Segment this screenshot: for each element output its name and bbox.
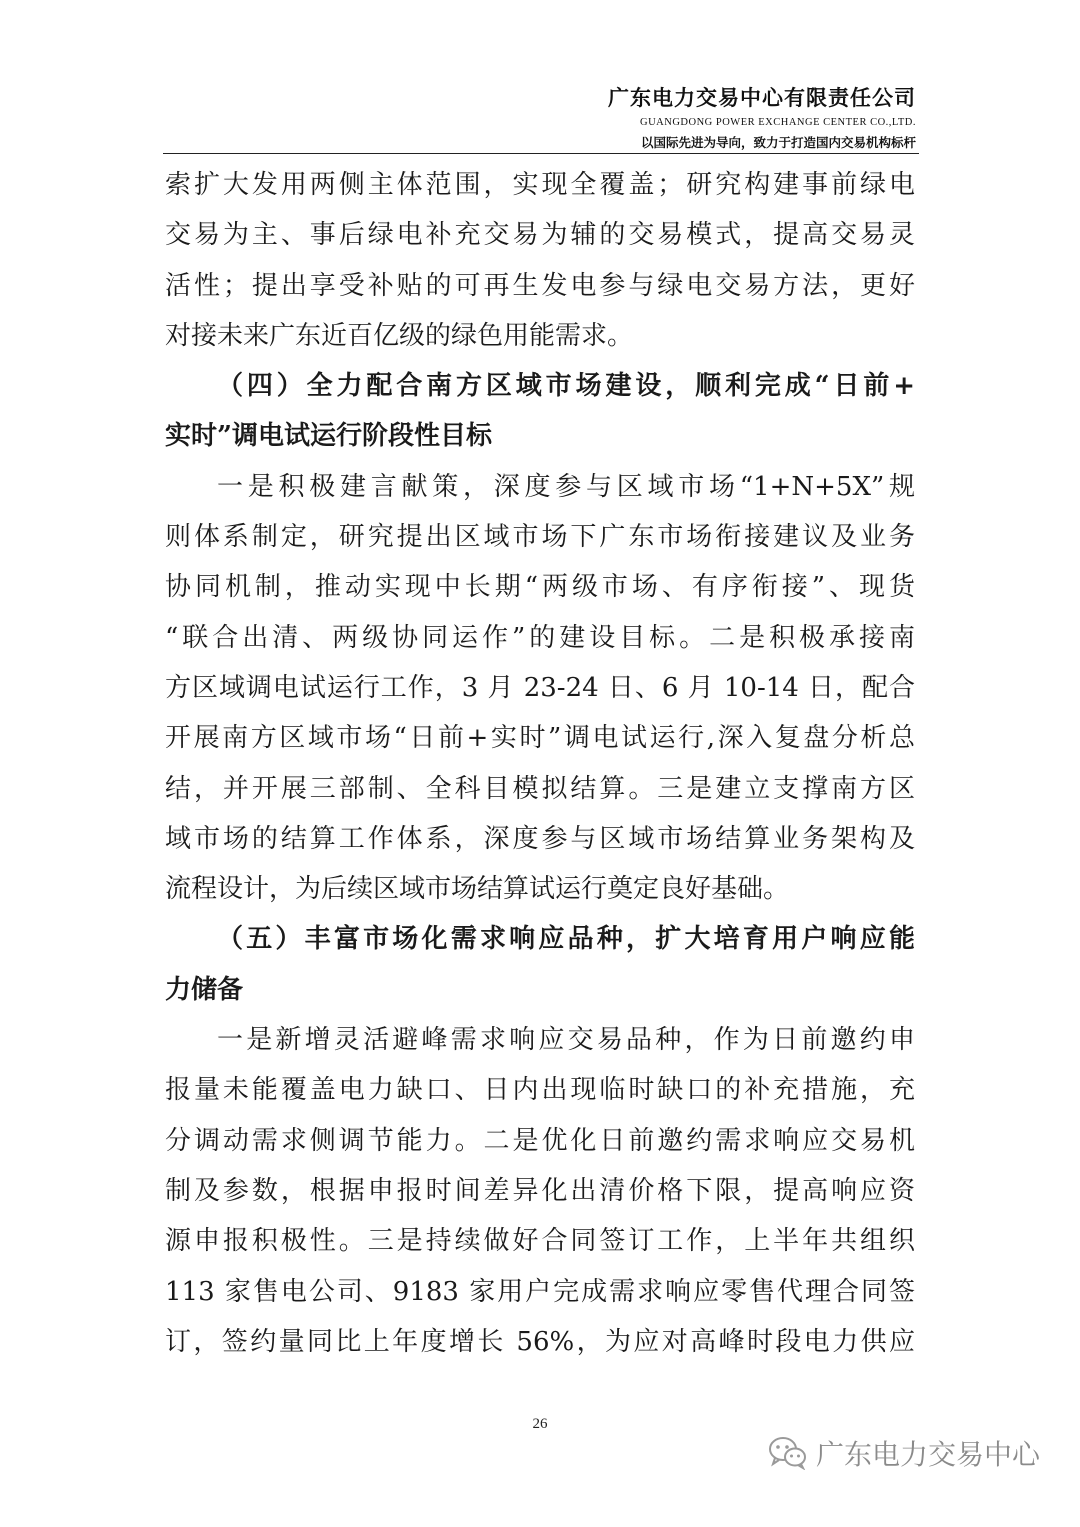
body-line: 订，签约量同比上年度增长 56%，为应对高峰时段电力供应 [165,1326,915,1357]
body-line: 一是积极建言献策，深度参与区域市场“1+N+5X”规 [217,471,915,502]
company-name-en: GUANGDONG POWER EXCHANGE CENTER CO.,LTD. [640,117,916,128]
body-line: 则体系制定，研究提出区域市场下广东市场衔接建议及业务 [165,522,915,553]
body-line: 报量未能覆盖电力缺口、日内出现临时缺口的补充措施，充 [165,1075,915,1106]
body-line: 域市场的结算工作体系，深度参与区域市场结算业务架构及 [165,823,915,854]
body-line: 对接未来广东近百亿级的绿色用能需求。 [165,320,634,351]
body-line: 一是新增灵活避峰需求响应交易品种，作为日前邀约申 [217,1025,915,1056]
body-line: 结，并开展三部制、全科目模拟结算。三是建立支撑南方区 [165,773,915,804]
body-line: 方区域调电试运行工作，3 月 23-24 日、6 月 10-14 日，配合 [165,672,915,703]
document-header [608,82,916,151]
body-line: 交易为主、事后绿电补充交易为辅的交易模式，提高交易灵 [165,220,915,251]
body-line: 113 家售电公司、9183 家用户完成需求响应零售代理合同签 [165,1276,915,1307]
body-line: 协同机制，推动实现中长期“两级市场、有序衔接”、现货 [165,572,915,603]
header-divider [163,153,919,154]
body-line: 开展南方区域市场“日前+实时”调电试运行,深入复盘分析总 [165,723,915,754]
section-heading-line: （四）全力配合南方区域市场建设，顺利完成“日前+ [217,371,915,402]
body-line: 制及参数，根据申报时间差异化出清价格下限，提高响应资 [165,1175,915,1206]
body-line: 索扩大发用两侧主体范围，实现全覆盖；研究构建事前绿电 [165,170,915,200]
wechat-icon [768,1436,808,1470]
watermark [768,1433,1040,1473]
body-line: 活性；提出享受补贴的可再生发电参与绿电交易方法，更好 [165,270,915,301]
body-line: 分调动需求侧调节能力。二是优化日前邀约需求响应交易机 [165,1125,915,1156]
body-line: 流程设计，为后续区域市场结算试运行奠定良好基础。 [165,874,790,905]
body-line: “联合出清、两级协同运作”的建设目标。二是积极承接南 [165,622,915,653]
company-name-cn: 广东电力交易中心有限责任公司 [608,86,916,110]
company-slogan: 以国际先进为导向，致力于打造国内交易机构标杆 [640,135,916,150]
section-heading-line: 力储备 [165,974,244,1005]
section-heading-line: （五）丰富市场化需求响应品种，扩大培育用户响应能 [217,924,915,955]
body-text [165,160,915,1367]
section-heading-line: 实时”调电试运行阶段性目标 [165,421,492,452]
page-number: 26 [532,1416,548,1432]
watermark-text: 广东电力交易中心 [815,1438,1040,1471]
body-line: 源申报积极性。三是持续做好合同签订工作，上半年共组织 [165,1226,915,1257]
